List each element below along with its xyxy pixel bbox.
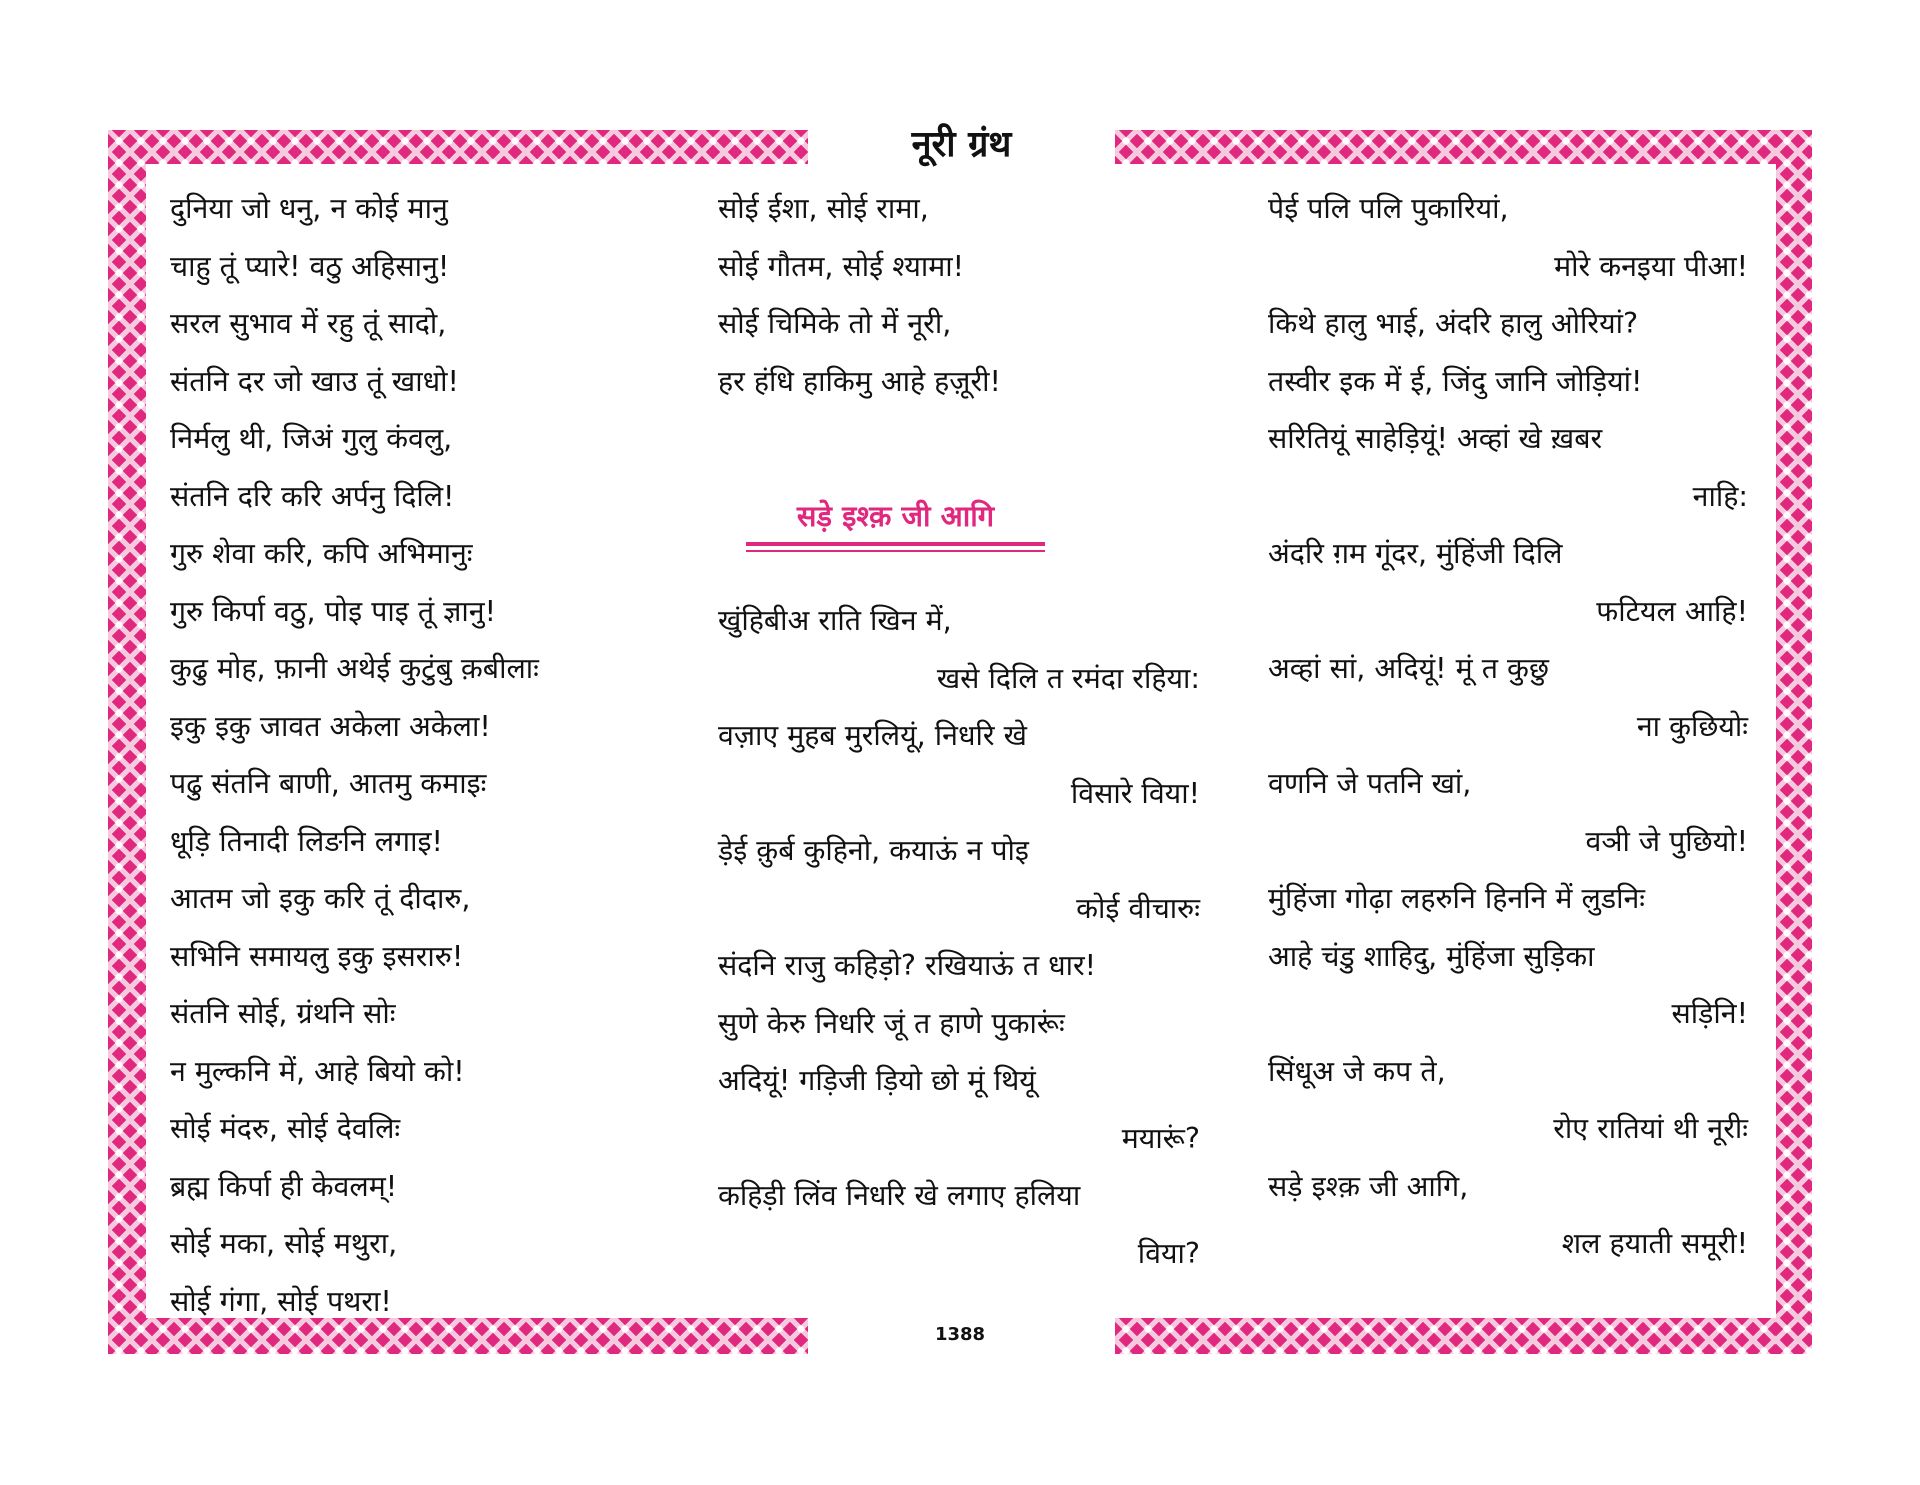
verse-line: मोरे कनइया पीआ! — [1554, 249, 1748, 283]
border-top-left — [108, 130, 808, 164]
verse-line: विया? — [1137, 1236, 1200, 1270]
verse-line: किथे हालु भाई, अंदरि हालु ओरियां? — [1268, 307, 1639, 340]
verse-line: संतनि दरि करि अर्पनु दिलि! — [170, 479, 455, 513]
verse-line: अव्हां सां, अदियूं! मूं त कुछु — [1268, 652, 1549, 685]
verse-line: सोई मका, सोई मथुरा, — [170, 1227, 398, 1260]
verse-line: शल हयाती समूरी! — [1561, 1227, 1748, 1260]
verse-line: खसे दिलि त रमंदा रहिया: — [936, 661, 1200, 695]
verse-line: सोई मंदरु, सोई देवलिः — [170, 1112, 401, 1145]
border-bottom-right — [1115, 1318, 1812, 1354]
verse-line: निर्मलु थी, जिअं गुलु कंवलु, — [170, 422, 453, 455]
verse-line: विसारे विया! — [1070, 776, 1200, 810]
verse-line: वज़ाए मुहब मुरलियूं, निधरि खे — [718, 719, 1027, 752]
verse-line: मुंहिंजा गोढ़ा लहरुनि हिननि में लुडनिः — [1268, 882, 1646, 915]
verse-line: सड़े इश्क़ जी आगि, — [1268, 1169, 1469, 1203]
verse-line: संतनि दर जो खाउ तूं खाधो! — [170, 364, 459, 398]
verse-line: कहिड़ी लिंव निधरि खे लगाए हलिया — [718, 1179, 1081, 1212]
verse-line: सिंधूअ जे कप ते, — [1268, 1054, 1446, 1088]
verse-line: धूड़ि तिनादी लिङनि लगाइ! — [170, 824, 443, 858]
verse-line: गुरु किर्पा वठु, पोइ पाइ तूं ज्ञानु! — [170, 594, 497, 628]
verse-line: अदियूं! गड़िजी ड़ियो छो मूं थियूं — [718, 1064, 1036, 1097]
border-left — [108, 130, 146, 1354]
verse-line: सभिनि समायलु इकु इसरारु! — [170, 939, 464, 973]
verse-line: संतनि सोई, ग्रंथनि सोः — [170, 997, 396, 1030]
column-1 — [170, 180, 600, 1330]
border-top-right — [1115, 130, 1812, 164]
page-title: नूरी ग्रंथ — [911, 124, 1012, 165]
verse-line: ब्रह्म किर्पा ही केवलम्! — [170, 1169, 398, 1203]
verse-line: पेई पलि पलि पुकारियां, — [1268, 192, 1509, 225]
verse-line: तस्वीर इक में ई, जिंदु जानि जोड़ियां! — [1268, 364, 1643, 398]
verse-line: इकु इकु जावत अकेला अकेला! — [170, 709, 491, 743]
verse-line: वणनि जे पतनि खां, — [1268, 767, 1472, 800]
verse-line: पढु संतनि बाणी, आतमु कमाइः — [170, 767, 487, 800]
page-number: 1388 — [934, 1324, 986, 1345]
verse-line: हर हंधि हाकिमु आहे हज़ूरी! — [718, 364, 1001, 398]
verse-line: सोई गंगा, सोई पथरा! — [170, 1284, 392, 1318]
verse-line: चाहु तूं प्यारे! वठु अहिसानु! — [170, 249, 450, 283]
verse-line: सुणे केरु निधरि जूं त हाणे पुकारूंः — [718, 1006, 1065, 1040]
verse-line: आतम जो इकु करि तूं दीदारु, — [170, 882, 471, 915]
verse-line: रोए रातियां थी नूरीः — [1553, 1112, 1748, 1145]
heading-underline-thin — [746, 550, 1045, 552]
verse-line: सरल सुभाव में रहु तूं सादो, — [170, 307, 447, 340]
verse-line: वञी जे पुछियो! — [1585, 824, 1748, 858]
verse-line: अंदरि ग़म गूंदर, मुंहिंजी दिलि — [1268, 537, 1563, 570]
verse-line: सोई ईशा, सोई रामा, — [718, 192, 929, 225]
verse-line: खुंहिबीअ राति खिन में, — [718, 604, 952, 637]
verse-line: ड़ेई क़ुर्ब कुहिनो, कयाऊं न पोइ — [718, 834, 1029, 867]
column-3 — [1268, 180, 1748, 1273]
verse-line: सोई गौतम, सोई श्यामा! — [718, 249, 965, 283]
verse-line: गुरु शेवा करि, कपि अभिमानुः — [170, 537, 473, 570]
verse-line: सरितियूं साहेड़ियूं! अव्हां खे ख़बर — [1268, 422, 1603, 455]
verse-line: सड़िनि! — [1671, 997, 1748, 1030]
verse-line: नाहि: — [1692, 479, 1748, 513]
spacer — [718, 410, 1200, 490]
verse-line: संदनि राजु कहिड़ो? रखियाऊं त धार! — [718, 949, 1097, 982]
section-heading-block — [718, 490, 1073, 552]
verse-line: सोई चिमिके तो में नूरी, — [718, 307, 952, 340]
section-heading: सड़े इश्क़ जी आगि — [796, 499, 995, 533]
verse-line: मयारूं? — [1121, 1121, 1200, 1155]
verse-line: फटियल आहि! — [1596, 594, 1748, 628]
verse-line: कुढु मोह, फ़ानी अथेई कुटुंबु क़बीलाः — [170, 652, 539, 685]
verse-line: कोई वीचारुः — [1076, 891, 1200, 925]
verse-line: दुनिया जो धनु, न कोई मानु — [170, 192, 448, 225]
verse-line: ना कुछियोः — [1636, 709, 1748, 743]
border-right — [1776, 130, 1812, 1354]
verse-line: आहे चंडु शाहिदु, मुंहिंजा सुड़िका — [1268, 939, 1595, 973]
verse-line: न मुल्कनि में, आहे बियो को! — [170, 1054, 465, 1088]
heading-underline — [746, 542, 1045, 546]
column-2 — [718, 180, 1200, 1282]
